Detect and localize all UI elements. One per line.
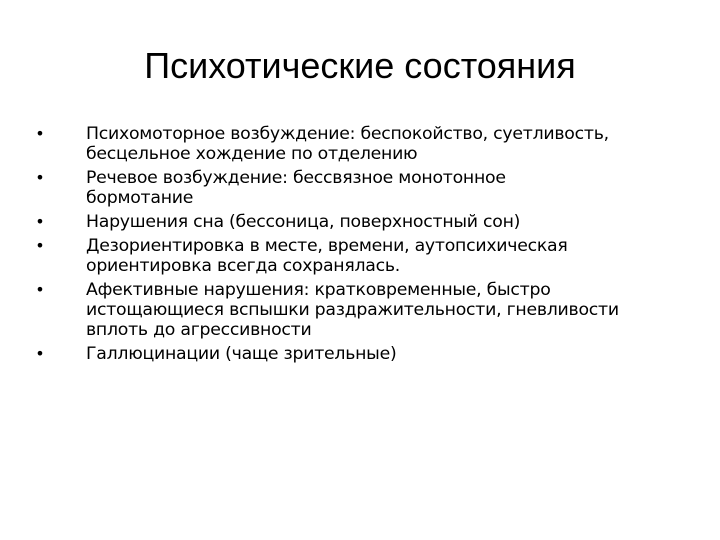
bullet-text-line: Психомоторное возбуждение: беспокойство, суетливость, bbox=[86, 124, 609, 144]
bullet-text bbox=[86, 344, 688, 364]
bullet-text-line: Нарушения сна (бессоница, поверхностный сон) bbox=[86, 212, 521, 232]
bullet-text-line: вплоть до агрессивности bbox=[86, 320, 312, 340]
bullet-item bbox=[35, 280, 688, 340]
bullet-text bbox=[86, 236, 688, 276]
slide-title: Психотические состояния bbox=[144, 45, 576, 86]
bullet-text bbox=[86, 124, 688, 164]
bullet-text-line: Речевое возбуждение: бессвязное монотонное bbox=[86, 168, 506, 188]
bullet-list bbox=[35, 124, 688, 368]
bullet-item bbox=[35, 212, 688, 232]
bullet-item bbox=[35, 236, 688, 276]
bullet-text bbox=[86, 212, 688, 232]
bullet-text-line: бормотание bbox=[86, 188, 194, 208]
bullet-item bbox=[35, 168, 688, 208]
bullet-text-line: бесцельное хождение по отделению bbox=[86, 144, 418, 164]
bullet-icon: • bbox=[35, 344, 45, 363]
bullet-icon: • bbox=[35, 168, 45, 187]
bullet-text-line: Галлюцинации (чаще зрительные) bbox=[86, 344, 397, 364]
bullet-text-line: Афективные нарушения: кратковременные, быстро bbox=[86, 280, 551, 300]
bullet-text bbox=[86, 280, 688, 340]
bullet-item bbox=[35, 344, 688, 364]
bullet-item bbox=[35, 124, 688, 164]
bullet-icon: • bbox=[35, 280, 45, 299]
bullet-icon: • bbox=[35, 236, 45, 255]
bullet-text-line: Дезориентировка в месте, времени, аутопсихическая bbox=[86, 236, 568, 256]
bullet-text bbox=[86, 168, 688, 208]
bullet-icon: • bbox=[35, 124, 45, 143]
bullet-icon: • bbox=[35, 212, 45, 231]
bullet-text-line: истощающиеся вспышки раздражительности, гневливости bbox=[86, 300, 619, 320]
bullet-text-line: ориентировка всегда сохранялась. bbox=[86, 256, 401, 276]
